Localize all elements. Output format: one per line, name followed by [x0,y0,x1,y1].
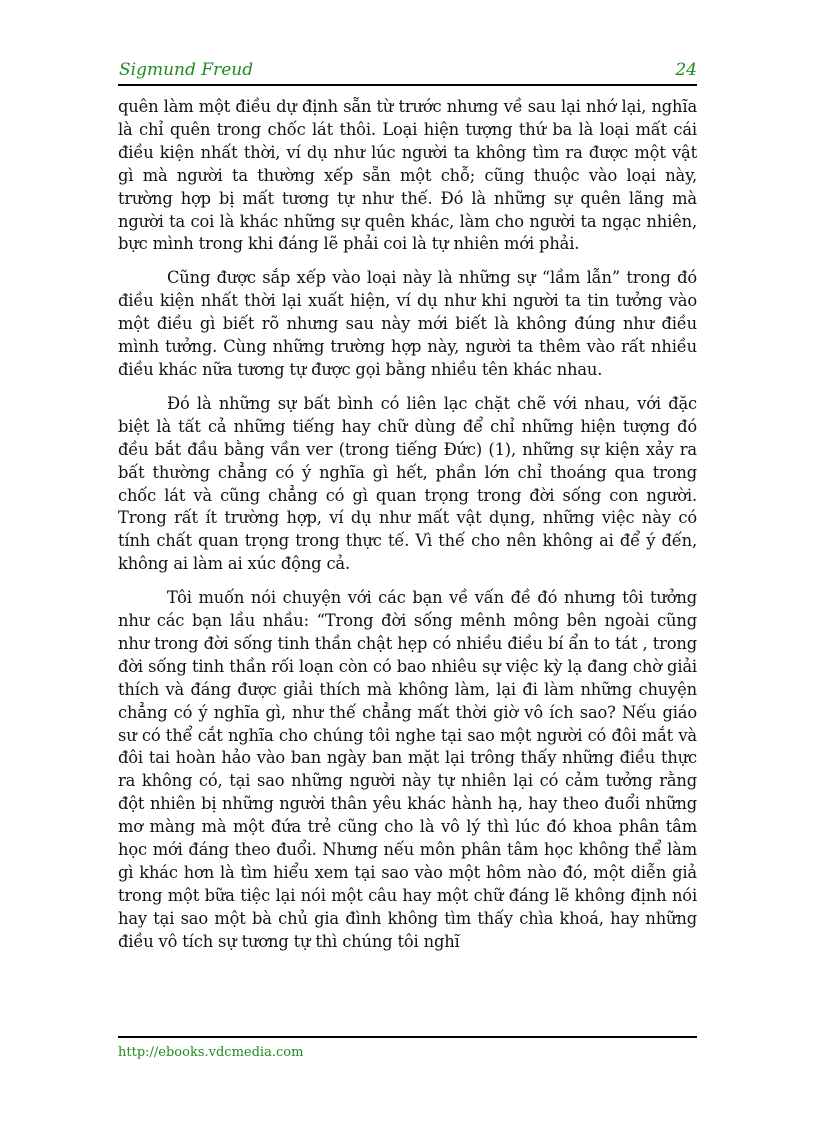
paragraph-continued: quên làm một điều dự định sẵn từ trước nhưng về sau lại nhớ lại, nghĩa là chỉ quên trong chốc lát thôi. Loại hiện tượng thứ ba là loại mất cái điều kiện nhất thời, ví dụ như lúc người ta không tìm ra được một vật gì mà người ta thường xếp sẵn một chỗ; cũng thuộc vào loại này, trường hợp bị mất tương tự như thế. Đó là những sự quên lãng mà người ta coi là khác những sự quên khác, làm cho người ta ngạc nhiên, bực mình trong khi đáng lẽ phải coi là tự nhiên mới phải. [118,97,697,254]
header-author: Sigmund Freud [119,60,254,80]
page-number: 24 [675,60,697,80]
footer-divider [118,1036,697,1038]
footer-url-link[interactable]: http://ebooks.vdcmedia.com [118,1045,304,1060]
paragraph: Đó là những sự bất bình có liên lạc chặt chẽ với nhau, với đặc biệt là tất cả những tiếng hay chữ dùng để chỉ những hiện tượng đó đều bắt đầu bằng vần ver (trong tiếng Đức) (1), những sự kiện xảy ra bất thường chẳng có ý nghĩa gì hết, phần lớn chỉ thoáng qua trong chốc lát và cũng chẳng có gì quan trọng trong đời sống con người. Trong rất ít trường hợp, ví dụ như mất vật dụng, những việc này có tính chất quan trọng trong thực tế. Vì thế cho nên không ai để ý đến, không ai làm ai xúc động cả. [118,393,697,574]
body-text [118,96,697,965]
page-header [118,58,697,86]
paragraph: Cũng được sắp xếp vào loại này là những sự “lầm lẫn” trong đó điều kiện nhất thời lại xuất hiện, ví dụ như khi người ta tin tưởng vào một điều gì biết rõ nhưng sau này mới biết là không đúng như điều mình tưởng. Cùng những trường hợp này, người ta thêm vào rất nhiều điều khác nữa tương tự được gọi bằng nhiều tên khác nhau. [118,268,697,379]
paragraph: Tôi muốn nói chuyện với các bạn về vấn đề đó nhưng tôi tưởng như các bạn lầu nhầu: “Trong đời sống mênh mông bên ngoài cũng như trong đời sống tinh thần chật hẹp có nhiều điều bí ẩn to tát , trong đời sống tinh thần rối loạn còn có bao nhiêu sự việc kỳ lạ đang chờ giải thích và đáng được giải thích mà không làm, lại đi làm những chuyện chẳng có ý nghĩa gì, như thế chẳng mất thời giờ vô ích sao? Nếu giáo sư có thể cắt nghĩa cho chúng tôi nghe tại sao một người có đôi mắt và đôi tai hoàn hảo vào ban ngày ban mặt lại trông thấy những điều thực ra không có, tại sao những người này tự nhiên lại có cảm tưởng rằng đột nhiên bị những người thân yêu khác hành hạ, hay theo đuổi những mơ màng mà một đứa trẻ cũng cho là vô lý thì lúc đó khoa phân tâm học mới đáng theo đuổi. Nhưng nếu môn phân tâm học không thể làm gì khác hơn là tìm hiểu xem tại sao vào một hôm nào đó, một diễn giả trong một bữa tiệc lại nói một câu hay một chữ đáng lẽ không định nói hay tại sao một bà chủ gia đình không tìm thấy chìa khoá, hay những điều vô tích sự tương tự thì chúng tôi nghĩ [118,588,697,951]
